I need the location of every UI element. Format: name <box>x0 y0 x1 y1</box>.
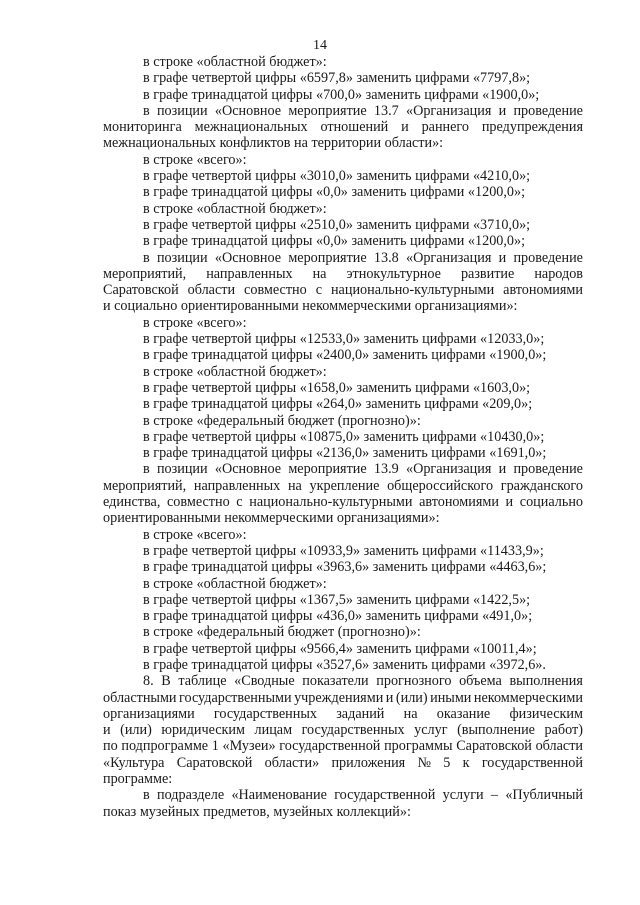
text-line: в графе тринадцатой цифры «700,0» заменить цифрами «1900,0»; <box>143 86 540 103</box>
text-line: в строке «всего»: <box>143 314 247 331</box>
text-line: в графе тринадцатой цифры «264,0» заменить цифрами «209,0»; <box>143 396 533 413</box>
text-line: в графе тринадцатой цифры «2136,0» заменить цифрами «1691,0»; <box>143 445 547 462</box>
text-line: в строке «областной бюджет»: <box>143 54 327 70</box>
document-body <box>103 54 583 820</box>
text-line: в графе тринадцатой цифры «3527,6» заменить цифрами «3972,6». <box>143 656 546 673</box>
text-line: в графе четвертой цифры «1367,5» заменить цифрами «1422,5»; <box>143 591 531 608</box>
text-line: межнациональных конфликтов на территории области»: <box>103 135 444 152</box>
text-line: в строке «областной бюджет»: <box>143 200 327 217</box>
text-line: и социально ориентированными некоммерческими организациями»: <box>103 298 518 315</box>
text-line: в графе тринадцатой цифры «0,0» заменить цифрами «1200,0»; <box>143 233 526 250</box>
text-line: в строке «федеральный бюджет (прогнозно)»: <box>143 412 421 429</box>
text-line: организациями государственных заданий на оказание физическим <box>103 705 583 722</box>
text-line: областными государственными учреждениями и (или) иными некоммерческими <box>103 689 583 706</box>
text-line: в позиции «Основное мероприятие 13.7 «Организация и проведение <box>143 102 583 119</box>
text-line: в строке «областной бюджет»: <box>143 575 327 592</box>
text-line: в графе четвертой цифры «1658,0» заменить цифрами «1603,0»; <box>143 379 531 396</box>
text-line: единства, совместно с национально-культурными автономиями и социально <box>103 494 583 511</box>
text-line: Саратовской области совместно с национально-культурными автономиями <box>103 282 583 299</box>
text-line: в графе четвертой цифры «9566,4» заменить цифрами «10011,4»; <box>143 640 537 657</box>
text-line: 8. В таблице «Сводные показатели прогнозного объема выполнения <box>143 673 583 690</box>
text-line: в графе четвертой цифры «10875,0» заменить цифрами «10430,0»; <box>143 428 545 445</box>
text-line: в графе тринадцатой цифры «2400,0» заменить цифрами «1900,0»; <box>143 347 547 364</box>
text-line: в строке «областной бюджет»: <box>143 363 327 380</box>
text-line: мониторинга межнациональных отношений и раннего предупреждения <box>103 119 583 136</box>
text-line: в графе четвертой цифры «6597,8» заменить цифрами «7797,8»; <box>143 70 531 87</box>
text-line: ориентированными некоммерческими организациями»: <box>103 510 440 527</box>
text-line: показ музейных предметов, музейных коллекций»: <box>103 803 411 820</box>
text-line: в позиции «Основное мероприятие 13.9 «Организация и проведение <box>143 461 583 478</box>
text-line: в строке «федеральный бюджет (прогнозно)»: <box>143 624 421 641</box>
text-line: мероприятий, направленных на этнокультурное развитие народов <box>103 265 583 282</box>
text-line: «Культура Саратовской области» приложения № 5 к государственной <box>103 754 583 771</box>
text-line: программе: <box>103 771 173 788</box>
text-line: по подпрограмме 1 «Музеи» государственной программы Саратовской области <box>103 738 583 755</box>
text-line: в строке «всего»: <box>143 526 247 543</box>
text-line: и (или) юридическим лицам государственных услуг (выполнение работ) <box>103 722 583 739</box>
page-number: 14 <box>313 38 327 53</box>
text-line: в графе четвертой цифры «10933,9» заменить цифрами «11433,9»; <box>143 542 544 559</box>
text-line: в позиции «Основное мероприятие 13.8 «Организация и проведение <box>143 249 583 266</box>
text-line: в строке «всего»: <box>143 151 247 168</box>
text-line: в графе тринадцатой цифры «436,0» заменить цифрами «491,0»; <box>143 608 533 625</box>
text-line: в графе четвертой цифры «12533,0» заменить цифрами «12033,0»; <box>143 331 545 348</box>
text-line: в графе четвертой цифры «3010,0» заменить цифрами «4210,0»; <box>143 168 531 185</box>
text-line: в подразделе «Наименование государственной услуги – «Публичный <box>143 787 583 804</box>
text-line: в графе тринадцатой цифры «3963,6» заменить цифрами «4463,6»; <box>143 559 547 576</box>
text-line: мероприятий, направленных на укрепление общероссийского гражданского <box>103 477 583 494</box>
text-line: в графе тринадцатой цифры «0,0» заменить цифрами «1200,0»; <box>143 184 526 201</box>
text-line: в графе четвертой цифры «2510,0» заменить цифрами «3710,0»; <box>143 216 531 233</box>
